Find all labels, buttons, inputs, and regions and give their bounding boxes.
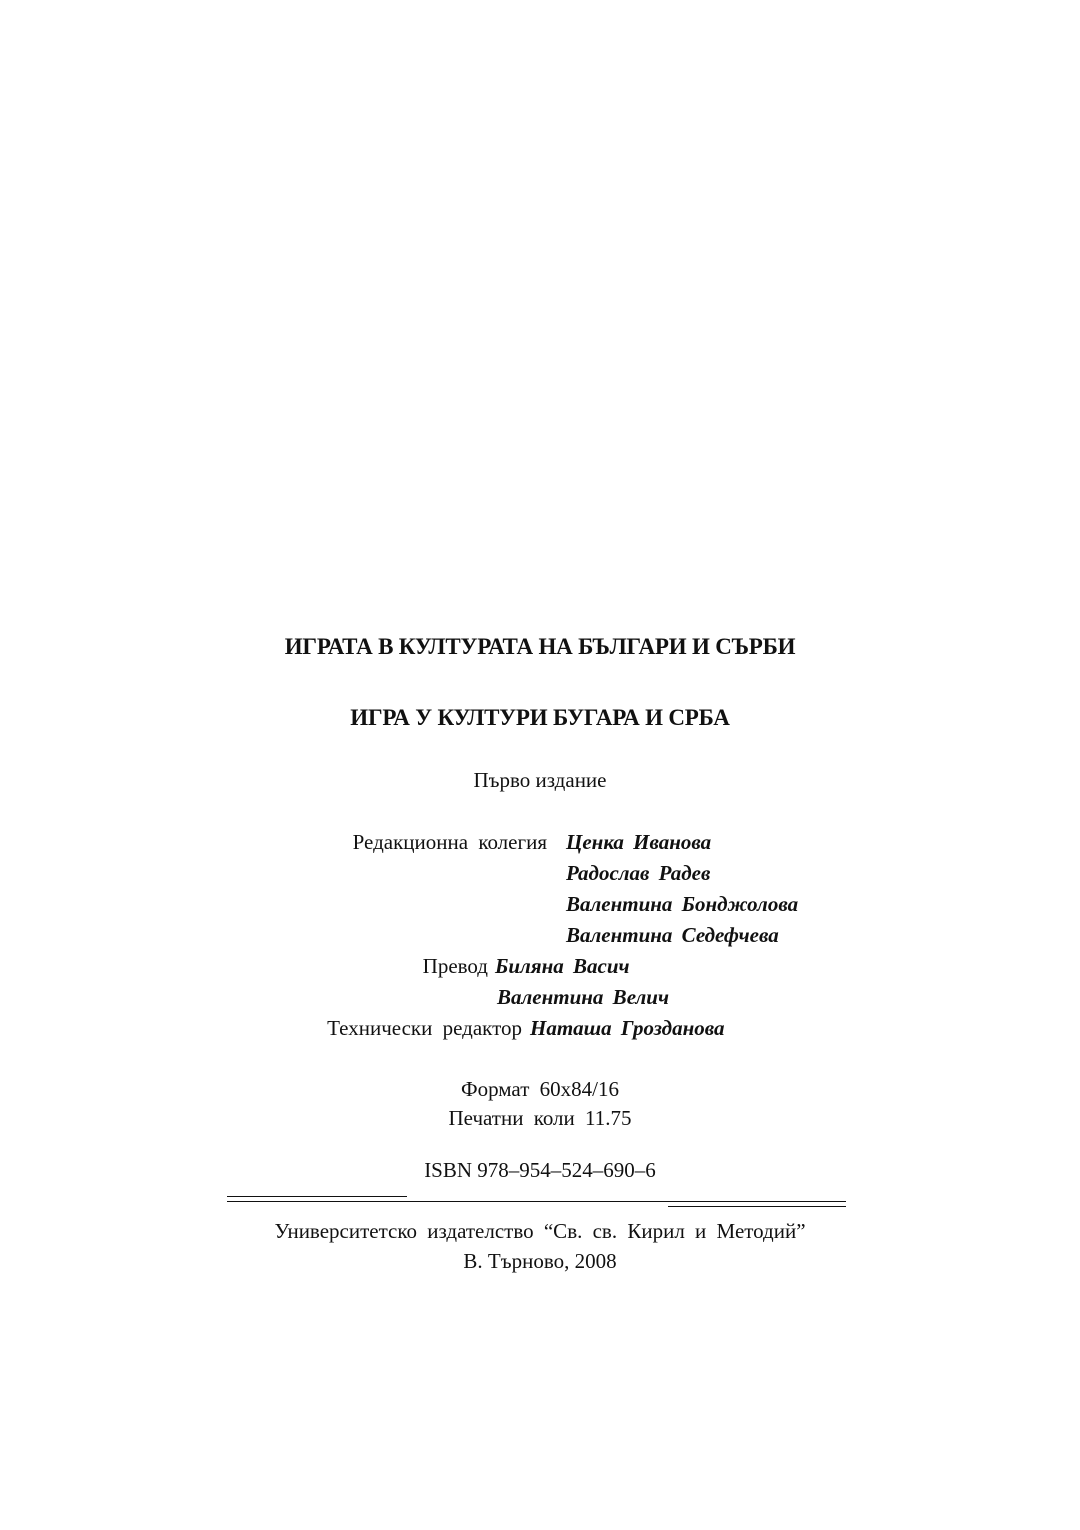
translation-label: Превод: [422, 954, 488, 978]
format-spec: Формат 60х84/16: [461, 1077, 619, 1101]
divider-rule-main: [227, 1201, 846, 1202]
editorial-board-member: Валентина Бонджолова: [566, 892, 799, 916]
editorial-board-label: Редакционна колегия: [352, 830, 547, 854]
printed-sheets-spec: Печатни коли 11.75: [448, 1106, 632, 1130]
divider-rule-right-bottom: [668, 1206, 846, 1207]
isbn: ISBN 978–954–524–690–6: [424, 1158, 656, 1182]
title-bulgarian: ИГРАТА В КУЛТУРАТА НА БЪЛГАРИ И СЪРБИ: [284, 634, 796, 659]
translator-name: Валентина Велич: [497, 985, 669, 1009]
translator-name: Биляна Васич: [495, 954, 630, 978]
technical-editor-name: Наташа Грозданова: [530, 1016, 725, 1040]
publisher-place-year: В. Търново, 2008: [463, 1249, 617, 1273]
editorial-board-member: Радослав Радев: [566, 861, 711, 885]
title-serbian: ИГРА У КУЛТУРИ БУГАРА И СРБА: [350, 705, 730, 730]
editorial-board-member: Валентина Седефчева: [566, 923, 779, 947]
editorial-board-member: Ценка Иванова: [566, 830, 712, 854]
technical-editor-label: Технически редактор: [327, 1016, 522, 1040]
publisher-name: Университетско издателство “Св. св. Кирил и Методий”: [274, 1219, 806, 1243]
divider-rule-left-top: [227, 1196, 407, 1197]
edition-label: Първо издание: [473, 768, 607, 792]
